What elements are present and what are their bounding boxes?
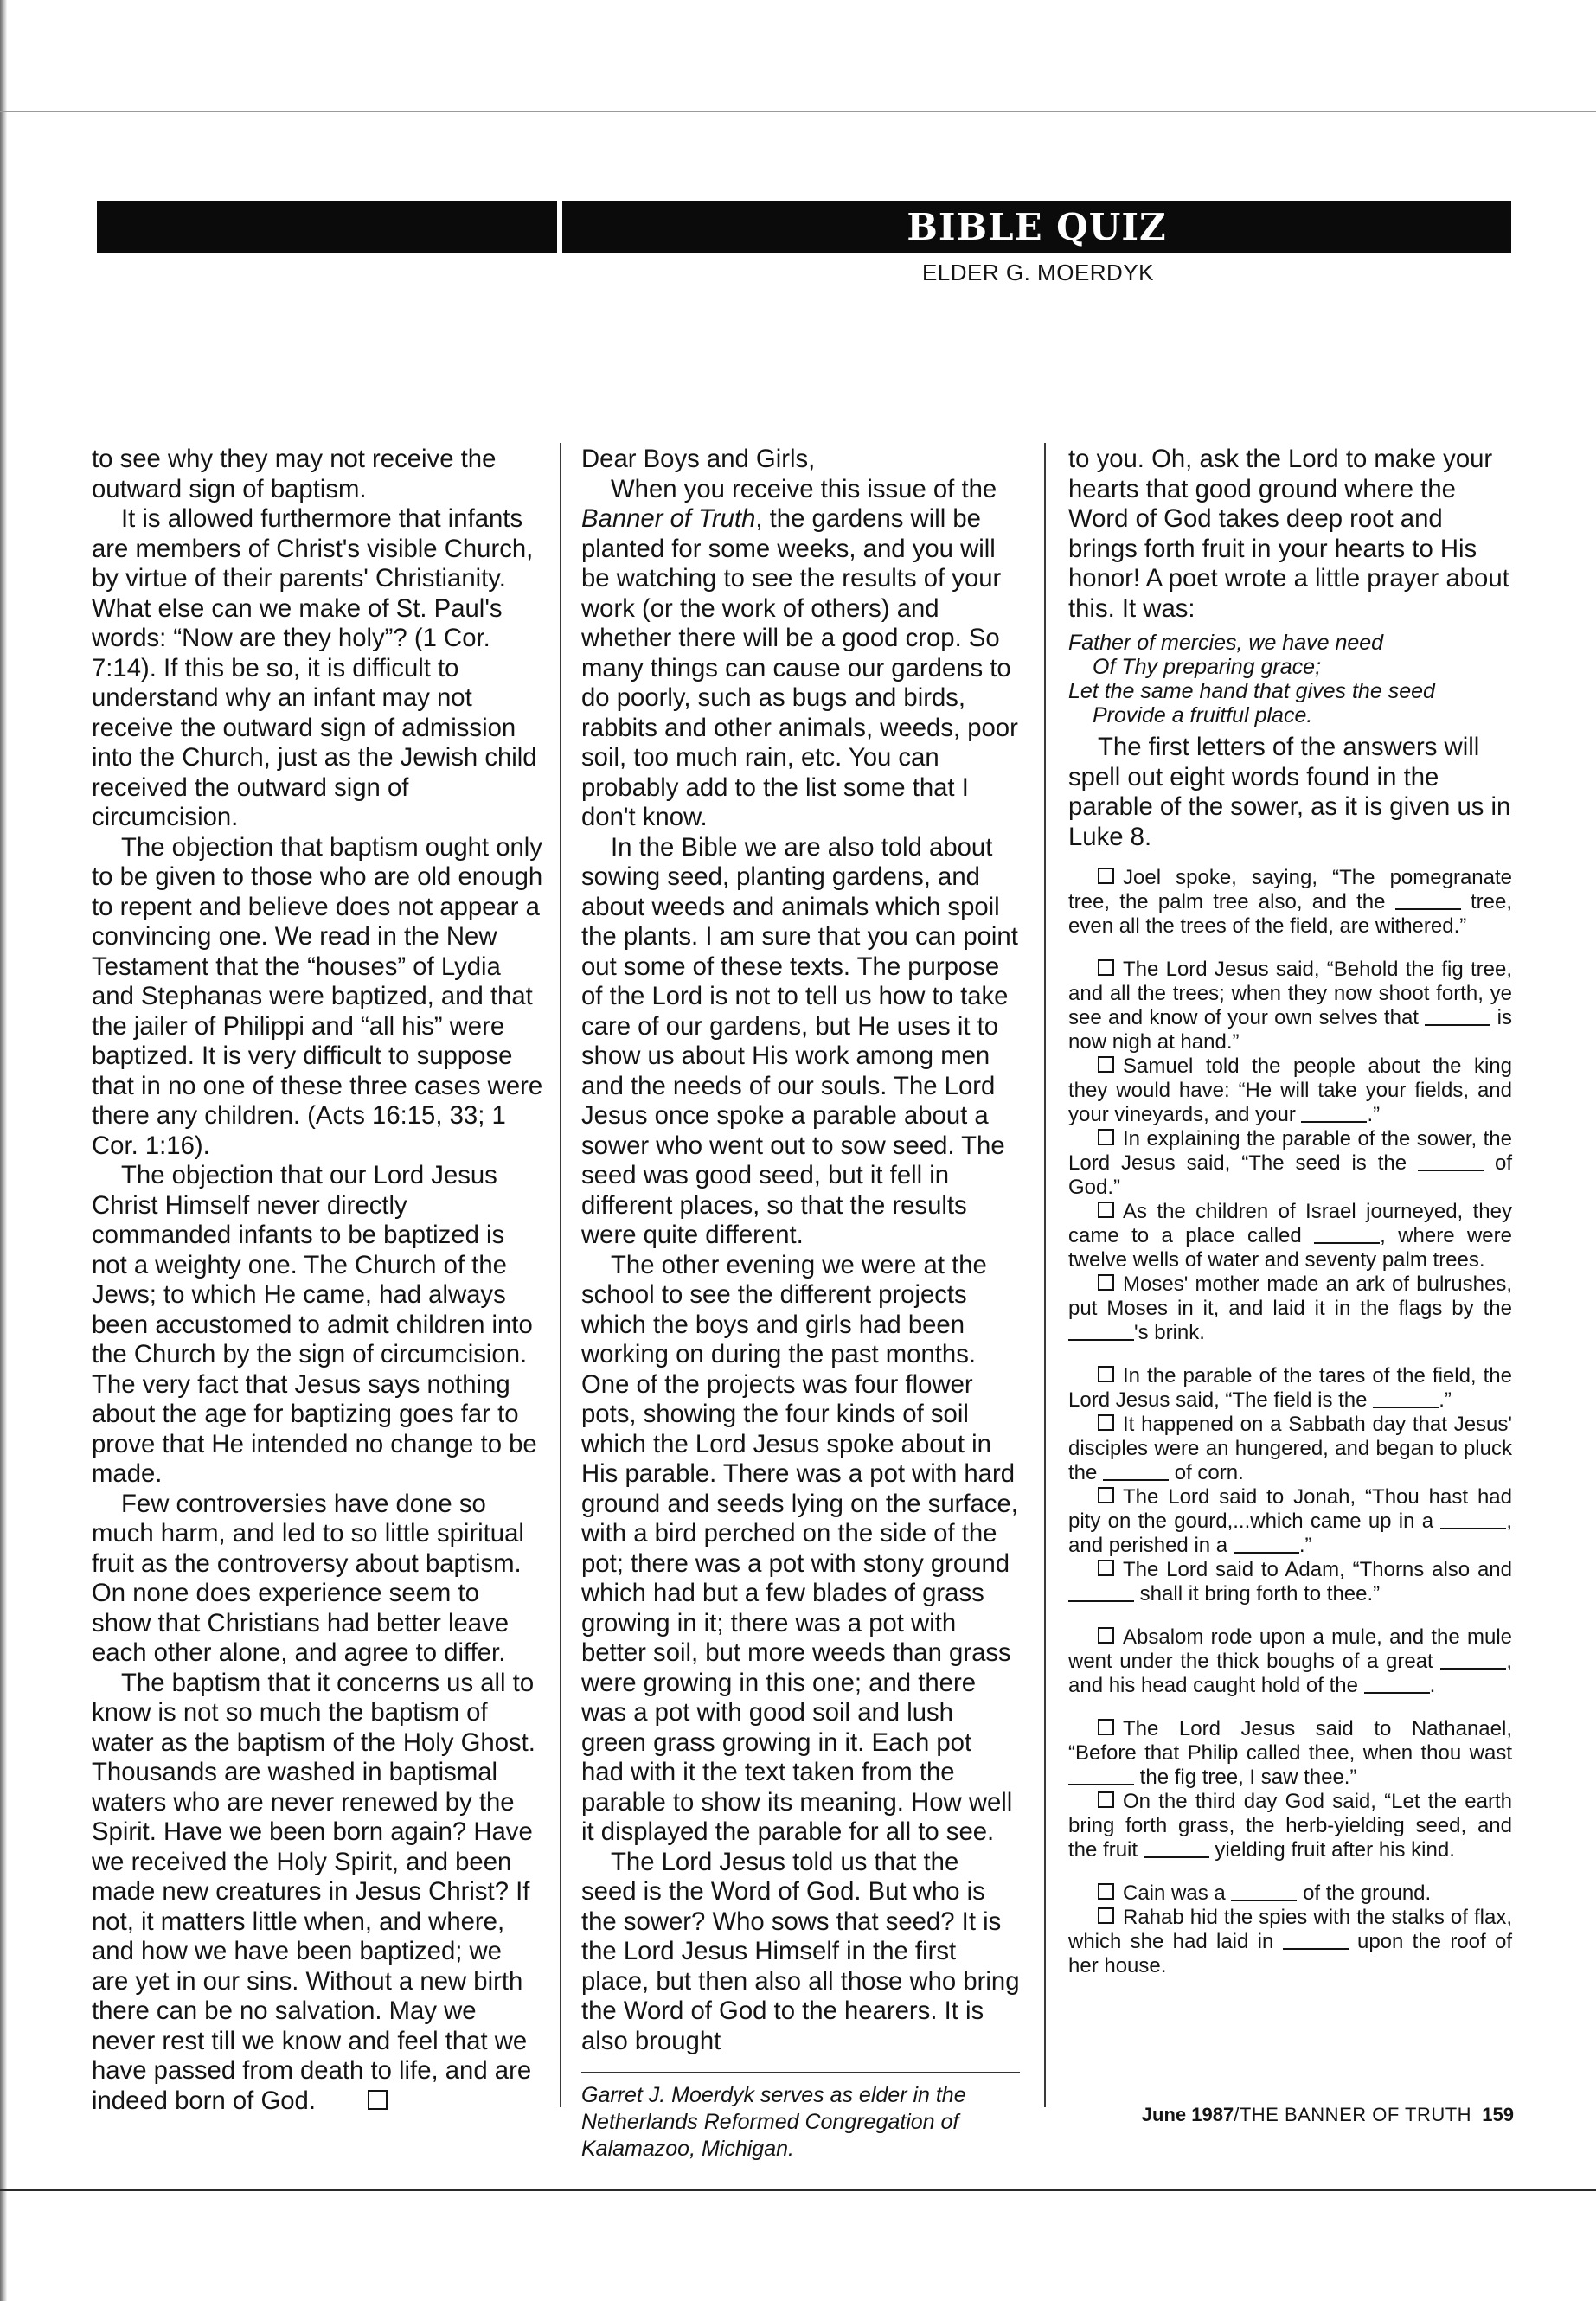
intro-text: When you receive this issue of the: [611, 474, 997, 503]
paragraph-text: The baptism that it concerns us all to know is not so much the baptism of water as the baptism of the Holy Ghost. Thousands are washed in baptismal waters who are never renewed by the Spirit. Have we been born again? Have we received the Holy Spirit, and been made new creatures in Jesus Christ? If not, it matters little when, and where, and how we have been baptized; we are yet in our sins. Without a new birth there can be no salvation. May we never rest till we know and feel that we have passed from death to life, and are indeed born of God.: [92, 1668, 535, 2115]
author-bio: Garret J. Moerdyk serves as elder in the Netherlands Reformed Congregation of Kalamazoo, Michigan.: [581, 2083, 966, 2161]
paragraph-intro: to you. Oh, ask the Lord to make your hearts that good ground where the Word of God takes deep root and brings forth fruit in your hearts to His honor! A poet wrote a little prayer about this. It was:: [1068, 445, 1509, 623]
magazine-name: THE BANNER OF TRUTH: [1239, 2104, 1472, 2125]
column-1: [92, 445, 543, 2116]
quiz-question: The Lord said to Adam, “Thorns also and shall it bring forth to thee.”: [1068, 1558, 1512, 1606]
answer-checkbox[interactable]: [1098, 1719, 1114, 1735]
quiz-question: Cain was a of the ground.: [1068, 1881, 1512, 1906]
answer-checkbox[interactable]: [1098, 959, 1114, 976]
poem-line: Father of mercies, we have need: [1068, 631, 1384, 655]
answer-blank[interactable]: [1231, 1884, 1297, 1901]
answer-blank[interactable]: [1068, 1324, 1134, 1341]
answer-blank[interactable]: [1364, 1676, 1430, 1694]
quiz-question: It happened on a Sabbath day that Jesus' disciples were an hungered, and began to pluck the of corn.: [1068, 1413, 1512, 1484]
page-footer: [1064, 2104, 1514, 2126]
quiz-question: As the children of Israel journeyed, they came to a place called , where were twelve wells of water and seventy palm trees.: [1068, 1200, 1512, 1272]
paragraph: In the Bible we are also told about sowing seed, planting gardens, and about weeds and animals which spoil the plants. I am sure that you can point out some of these texts. The purpose of the Lord is not to tell us how to take care of our gardens, but He uses it to show us about His work among men and the needs of our souls. The Lord Jesus once spoke a parable about a sower who went out to sow seed. The seed was good seed, but it fell in different places, so that the results were quite different.: [581, 832, 1018, 1249]
author-name: ELDER G. MOERDYK: [921, 260, 1155, 285]
answer-checkbox[interactable]: [1098, 1627, 1114, 1644]
paragraph-intro: [581, 475, 1020, 833]
quiz-question: In the parable of the tares of the field, the Lord Jesus said, “The field is the .”: [1068, 1364, 1512, 1412]
banner-bar-left: [97, 201, 557, 253]
bio-rule: [581, 2072, 1020, 2073]
answer-checkbox[interactable]: [1098, 1907, 1114, 1924]
column-divider: [560, 443, 561, 2107]
answer-blank[interactable]: [1234, 1536, 1299, 1554]
intro-text-cont: , the gardens will be planted for some weeks, and you will be watching to see the results of your work (or the work of others) and whether there will be a good crop. So many things can cause our gardens to do poorly, such as bugs and birds, rabbits and other animals, weeds, poor soil, too much rain, etc. You can probably add to the list some that I don't know.: [581, 504, 1018, 831]
poem: [1068, 631, 1512, 727]
paragraph: to see why they may not receive the outward sign of baptism.: [92, 445, 497, 503]
answer-blank[interactable]: [1301, 1106, 1367, 1123]
quiz-question: The Lord Jesus said, “Behold the fig tree, and all the trees; when they now shoot forth, ye see and know of your own selves that is now nigh at hand.”: [1068, 958, 1512, 1054]
quiz-question: On the third day God said, “Let the earth bring forth grass, the herb-yielding seed, and the fruit yielding fruit after his kind.: [1068, 1790, 1512, 1862]
quiz-question: The Lord Jesus said to Nathanael, “Before that Philip called thee, when thou wast the fig tree, I saw thee.”: [1068, 1717, 1512, 1789]
answer-blank[interactable]: [1440, 1512, 1506, 1529]
answer-blank[interactable]: [1425, 1009, 1490, 1026]
quiz-question: Absalom rode upon a mule, and the mule went under the thick boughs of a great , and his head caught hold of the .: [1068, 1625, 1512, 1697]
answer-checkbox[interactable]: [1098, 1366, 1114, 1382]
answer-checkbox[interactable]: [1098, 1791, 1114, 1808]
quiz-question: Samuel told the people about the king they would have: “He will take your fields, and your vineyards, and your .”: [1068, 1054, 1512, 1126]
answer-checkbox[interactable]: [1098, 1487, 1114, 1503]
poem-line: Let the same hand that gives the seed: [1068, 679, 1435, 703]
answer-blank[interactable]: [1418, 1154, 1484, 1171]
bottom-rule: [0, 2189, 1596, 2191]
salutation: Dear Boys and Girls,: [581, 445, 816, 473]
answer-blank[interactable]: [1103, 1464, 1169, 1481]
paragraph: Few controversies have done so much harm, and led to so little spiritual fruit as the controversy about baptism. On none does experience seem to show that Christians had better leave each other alone, and agree to differ.: [92, 1489, 524, 1667]
magazine-name-italic: Banner of Truth: [581, 504, 756, 533]
quiz-question: Joel spoke, saying, “The pomegranate tree, the palm tree also, and the tree, even all the trees of the field, are withered.”: [1068, 866, 1512, 938]
page-edge-shadow: [0, 0, 7, 2301]
answer-blank[interactable]: [1373, 1391, 1439, 1408]
answer-checkbox[interactable]: [1098, 1414, 1114, 1431]
column-2: [581, 445, 1020, 2163]
answer-blank[interactable]: [1144, 1841, 1209, 1858]
quiz-question: In explaining the parable of the sower, the Lord Jesus said, “The seed is the of God.”: [1068, 1127, 1512, 1199]
answer-blank[interactable]: [1068, 1768, 1134, 1785]
poem-line: Of Thy preparing grace;: [1093, 655, 1322, 679]
answer-checkbox[interactable]: [1098, 1274, 1114, 1291]
answer-checkbox[interactable]: [1098, 1560, 1114, 1576]
instructions: The first letters of the answers will spell out eight words found in the parable of the sower, as it is given us in Luke 8.: [1068, 733, 1511, 851]
quiz-question: Moses' mother made an ark of bulrushes, put Moses in it, and laid it in the flags by the 's brink.: [1068, 1272, 1512, 1344]
quiz-title: BIBLE QUIZ: [562, 201, 1511, 253]
paragraph: The other evening we were at the school to see the different projects which the boys and girls had been working on during the past months. One of the projects was four flower pots, showing the four kinds of soil which the Lord Jesus spoke about in His parable. There was a pot with hard ground and seeds lying on the surface, with a bird perched on the side of the pot; there was a pot with stony ground which had but a few blades of grass growing in it; there was a pot with better soil, but more weeds than grass were growing in this one; and there was a pot with good soil and lush green grass growing in it. Each pot had with it the text taken from the parable to show its meaning. How well it displayed the parable for all to see.: [581, 1250, 1018, 1846]
column-3: [1068, 445, 1512, 1978]
paragraph-last: [92, 1669, 543, 2117]
answer-blank[interactable]: [1283, 1932, 1349, 1950]
issue-date: June 1987: [1141, 2104, 1234, 2125]
answer-checkbox[interactable]: [1098, 1883, 1114, 1900]
paragraph: The Lord Jesus told us that the seed is the Word of God. But who is the sower? Who sows that seed? It is the Lord Jesus Himself in the first place, but then also all those who bring the Word of God to the hearers. It is also brought: [581, 1847, 1020, 2055]
answer-checkbox[interactable]: [1098, 868, 1114, 884]
answer-blank[interactable]: [1395, 893, 1461, 910]
column-divider: [1044, 443, 1046, 2107]
quiz-question: Rahab hid the spies with the stalks of flax, which she had laid in upon the roof of her house.: [1068, 1906, 1512, 1977]
poem-line: Provide a fruitful place.: [1093, 703, 1313, 727]
answer-blank[interactable]: [1068, 1585, 1134, 1602]
quiz-question: The Lord said to Jonah, “Thou hast had pity on the gourd,...which came up in a , and perished in a .”: [1068, 1485, 1512, 1557]
top-rule: [0, 111, 1596, 112]
answer-blank[interactable]: [1440, 1652, 1506, 1670]
answer-blank[interactable]: [1314, 1227, 1380, 1244]
footer-separator: /: [1234, 2104, 1240, 2125]
paragraph: The objection that our Lord Jesus Christ Himself never directly commanded infants to be baptized is not a weighty one. The Church of the Jews; to which He came, had always been accustomed to admit children into the Church by the sign of circumcision. The very fact that Jesus says nothing about the age for baptizing goes far to prove that He intended no change to be made.: [92, 1161, 537, 1488]
paragraph: It is allowed furthermore that infants are members of Christ's visible Church, by virtue of their parents' Christianity. What else can we make of St. Paul's words: “Now are they holy”? (1 Cor. 7:14). If this be so, it is difficult to understand why an infant may not receive the outward sign of admission into the Church, just as the Jewish child received the outward sign of circumcision.: [92, 504, 537, 831]
answer-checkbox[interactable]: [1098, 1056, 1114, 1073]
page-number: 159: [1482, 2104, 1514, 2125]
answer-checkbox[interactable]: [1098, 1202, 1114, 1218]
paragraph: The objection that baptism ought only to be given to those who are old enough to repent and believe does not appear a convincing one. We read in the New Testament that the “houses” of Lydia and Stephanas were baptized, and that the jailer of Philippi and “all his” were baptized. It is very difficult to suppose that in no one of these three cases were there any children. (Acts 16:15, 33; 1 Cor. 1:16).: [92, 832, 543, 1160]
answer-checkbox[interactable]: [1098, 1129, 1114, 1145]
end-of-article-square-icon: [368, 2090, 388, 2110]
